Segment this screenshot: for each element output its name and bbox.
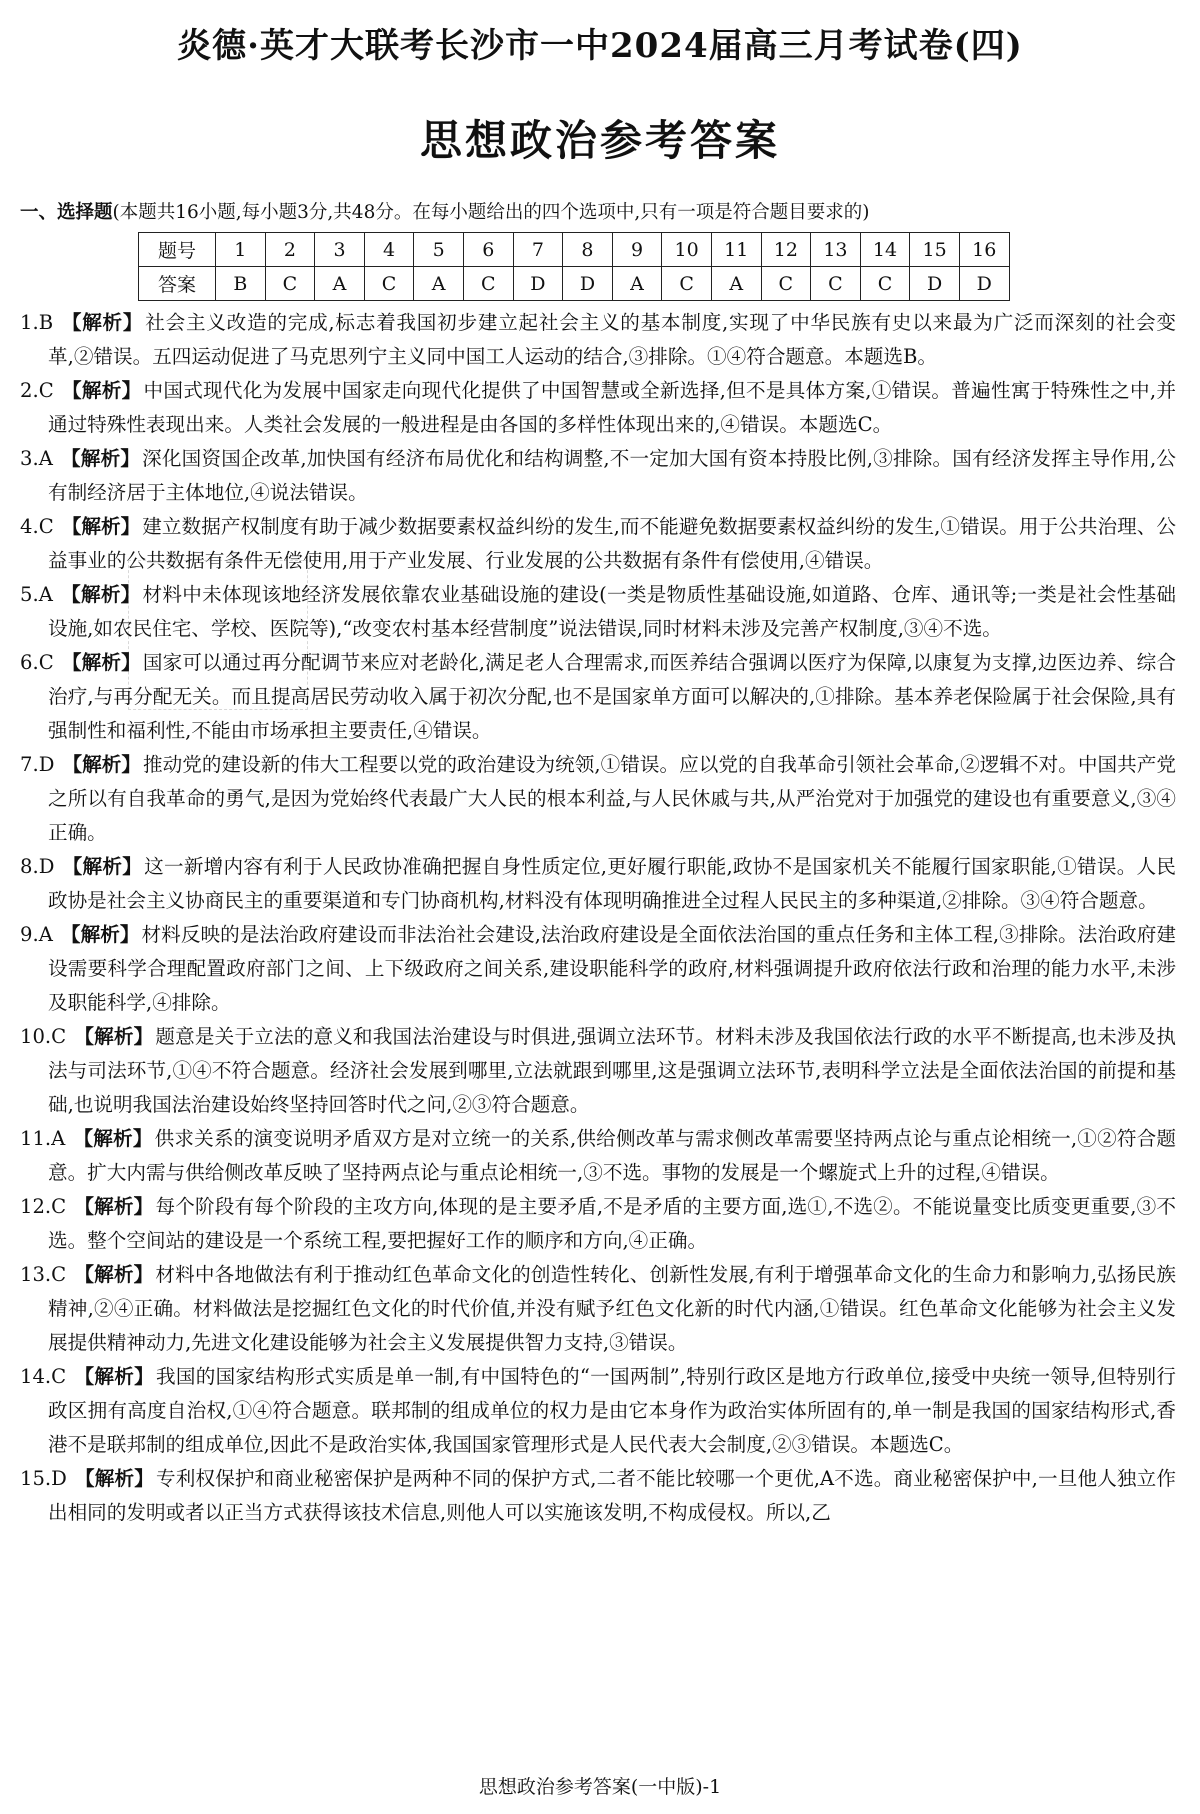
- analysis-tag: 【解析】: [74, 1365, 154, 1388]
- table-cell-answer: D: [563, 267, 613, 301]
- item-text: 深化国资国企改革,加快国有经济布局优化和结构调整,不一定加大国有资本持股比例,③排除。国有经济发挥主导作用,公有制经济居于主体地位,④说法错误。: [48, 447, 1177, 504]
- explanation-item: [20, 1122, 1176, 1190]
- row-label-answer: 答案: [139, 267, 216, 301]
- analysis-tag: 【解析】: [74, 1263, 154, 1286]
- table-cell-answer: C: [761, 267, 811, 301]
- analysis-tag: 【解析】: [61, 379, 142, 402]
- analysis-tag: 【解析】: [60, 447, 141, 470]
- item-number: 7.D: [20, 753, 55, 776]
- table-cell-number: 2: [265, 233, 315, 267]
- table-cell-number: 16: [959, 233, 1009, 267]
- analysis-tag: 【解析】: [74, 1195, 154, 1218]
- table-cell-number: 14: [860, 233, 910, 267]
- item-number: 11.A: [20, 1127, 66, 1150]
- table-cell-answer: D: [513, 267, 563, 301]
- table-cell-number: 8: [563, 233, 613, 267]
- item-number: 1.B: [20, 311, 54, 334]
- table-cell-answer: C: [265, 267, 315, 301]
- item-number: 12.C: [20, 1195, 67, 1218]
- table-cell-number: 10: [662, 233, 712, 267]
- item-number: 5.A: [20, 583, 53, 606]
- document-title: 思想政治参考答案: [419, 116, 780, 165]
- explanation-item: [20, 578, 1176, 646]
- table-cell-number: 15: [910, 233, 960, 267]
- item-number: 3.A: [20, 447, 53, 470]
- item-number: 10.C: [20, 1025, 67, 1048]
- table-cell-answer: A: [612, 267, 662, 301]
- section-note: (本题共16小题,每小题3分,共48分。在每小题给出的四个选项中,只有一项是符合题目要求的): [112, 202, 870, 223]
- explanation-item: [20, 1020, 1176, 1122]
- explanation-item: [20, 510, 1176, 578]
- analysis-tag: 【解析】: [62, 855, 143, 878]
- item-text: 题意是关于立法的意义和我国法治建设与时俱进,强调立法环节。材料未涉及我国依法行政的水平不断提高,也未涉及执法与司法环节,①④不符合题意。经济社会发展到哪里,立法就跟到哪里,这是强调立法环节,表明科学立法是全面依法治国的前提和基础,也说明我国法治建设始终坚持回答时代之问,②③符合题意。: [48, 1025, 1176, 1116]
- item-number: 14.C: [20, 1365, 67, 1388]
- item-text: 建立数据产权制度有助于减少数据要素权益纠纷的发生,而不能避免数据要素权益纠纷的发生,①错误。用于公共治理、公益事业的公共数据有条件无偿使用,用于产业发展、行业发展的公共数据有条件有偿使用,④错误。: [48, 515, 1176, 572]
- table-cell-answer: B: [216, 267, 266, 301]
- explanation-list: [20, 306, 1176, 1530]
- table-cell-number: 4: [364, 233, 414, 267]
- item-text: 材料中各地做法有利于推动红色革命文化的创造性转化、创新性发展,有利于增强革命文化的生命力和影响力,弘扬民族精神,②④正确。材料做法是挖掘红色文化的时代价值,并没有赋予红色文化新的时代内涵,①错误。红色革命文化能够为社会主义发展提供精神动力,先进文化建设能够为社会主义发展提供智力支持,③错误。: [48, 1263, 1176, 1354]
- item-text: 每个阶段有每个阶段的主攻方向,体现的是主要矛盾,不是矛盾的主要方面,选①,不选②。不能说量变比质变更重要,③不选。整个空间站的建设是一个系统工程,要把握好工作的顺序和方向,④正确。: [48, 1195, 1177, 1252]
- table-cell-answer: A: [414, 267, 464, 301]
- explanation-item: [20, 748, 1176, 850]
- table-cell-answer: A: [315, 267, 365, 301]
- table-cell-number: 12: [761, 233, 811, 267]
- item-text: 中国式现代化为发展中国家走向现代化提供了中国智慧或全新选择,但不是具体方案,①错误。普遍性寓于特殊性之中,并通过特殊性表现出来。人类社会发展的一般进程是由各国的多样性体现出来的,④错误。本题选C。: [48, 379, 1177, 436]
- item-number: 6.C: [20, 651, 54, 674]
- item-text: 这一新增内容有利于人民政协准确把握自身性质定位,更好履行职能,政协不是国家机关不能履行国家职能,①错误。人民政协是社会主义协商民主的重要渠道和专门协商机构,材料没有体现明确推进全过程人民民主的多种渠道,②排除。③④符合题意。: [48, 855, 1177, 912]
- item-text: 国家可以通过再分配调节来应对老龄化,满足老人合理需求,而医养结合强调以医疗为保障,以康复为支撑,边医边养、综合治疗,与再分配无关。而且提高居民劳动收入属于初次分配,也不是国家单方面可以解决的,①排除。基本养老保险属于社会保险,具有强制性和福利性,不能由市场承担主要责任,④错误。: [48, 651, 1176, 742]
- analysis-tag: 【解析】: [60, 923, 140, 946]
- explanation-item: [20, 1190, 1176, 1258]
- table-cell-number: 9: [612, 233, 662, 267]
- explanation-item: [20, 1462, 1176, 1530]
- item-text: 我国的国家结构形式实质是单一制,有中国特色的“一国两制”,特别行政区是地方行政单位,接受中央统一领导,但特别行政区拥有高度自治权,①④符合题意。联邦制的组成单位的权力是由它本身作为政治实体所固有的,单一制是我国的国家结构形式,香港不是联邦制的组成单位,因此不是政治实体,我国国家管理形式是人民代表大会制度,②③错误。本题选C。: [48, 1365, 1176, 1456]
- table-cell-answer: C: [662, 267, 712, 301]
- item-text: 材料反映的是法治政府建设而非法治社会建设,法治政府建设是全面依法治国的重点任务和主体工程,③排除。法治政府建设需要科学合理配置政府部门之间、上下级政府之间关系,建设职能科学的政府,材料强调提升政府依法行政和治理的能力水平,未涉及职能科学,④排除。: [48, 923, 1176, 1014]
- table-cell-number: 5: [414, 233, 464, 267]
- explanation-item: [20, 1360, 1176, 1462]
- table-cell-number: 11: [711, 233, 761, 267]
- explanation-item: [20, 442, 1176, 510]
- table-cell-number: 6: [463, 233, 513, 267]
- table-cell-number: 13: [811, 233, 861, 267]
- item-number: 9.A: [20, 923, 53, 946]
- exam-header-title: 炎德·英才大联考长沙市一中2024届高三月考试卷(四): [177, 26, 1023, 66]
- analysis-tag: 【解析】: [62, 753, 141, 776]
- item-number: 8.D: [20, 855, 55, 878]
- explanation-item: [20, 646, 1176, 748]
- answer-table-answer-row: [139, 267, 1010, 301]
- table-cell-number: 7: [513, 233, 563, 267]
- item-text: 推动党的建设新的伟大工程要以党的政治建设为统领,①错误。应以党的自我革命引领社会革命,②逻辑不对。中国共产党之所以有自我革命的勇气,是因为党始终代表最广大人民的根本利益,与人民休戚与共,从严治党对于加强党的建设也有重要意义,③④正确。: [48, 753, 1176, 844]
- table-cell-answer: C: [860, 267, 910, 301]
- item-number: 13.C: [20, 1263, 67, 1286]
- item-text: 专利权保护和商业秘密保护是两种不同的保护方式,二者不能比较哪一个更优,A不选。商业秘密保护中,一旦他人独立作出相同的发明或者以正当方式获得该技术信息,则他人可以实施该发明,不构成侵权。所以,乙: [48, 1467, 1177, 1524]
- item-text: 社会主义改造的完成,标志着我国初步建立起社会主义的基本制度,实现了中华民族有史以来最为广泛而深刻的社会变革,②错误。五四运动促进了马克思列宁主义同中国工人运动的结合,③排除。①④符合题意。本题选B。: [48, 311, 1176, 368]
- row-label-number: 题号: [139, 233, 216, 267]
- analysis-tag: 【解析】: [60, 583, 141, 606]
- item-number: 4.C: [20, 515, 54, 538]
- item-number: 15.D: [20, 1467, 67, 1490]
- answer-table-number-row: [139, 233, 1010, 267]
- section-heading: [20, 198, 869, 224]
- answer-table: [138, 232, 1010, 301]
- table-cell-number: 1: [216, 233, 266, 267]
- section-label: 一、选择题: [20, 202, 113, 223]
- table-cell-number: 3: [315, 233, 365, 267]
- explanation-item: [20, 1258, 1176, 1360]
- item-text: 材料中未体现该地经济发展依靠农业基础设施的建设(一类是物质性基础设施,如道路、仓库、通讯等;一类是社会性基础设施,如农民住宅、学校、医院等),“改变农村基本经营制度”说法错误,同时材料未涉及完善产权制度,③④不选。: [48, 583, 1176, 640]
- table-cell-answer: C: [463, 267, 513, 301]
- explanation-item: [20, 850, 1176, 918]
- analysis-tag: 【解析】: [74, 1025, 154, 1048]
- table-cell-answer: D: [959, 267, 1009, 301]
- explanation-item: [20, 306, 1176, 374]
- item-text: 供求关系的演变说明矛盾双方是对立统一的关系,供给侧改革与需求侧改革需要坚持两点论与重点论相统一,①②符合题意。扩大内需与供给侧改革反映了坚持两点论与重点论相统一,③不选。事物的发展是一个螺旋式上升的过程,④错误。: [48, 1127, 1176, 1184]
- analysis-tag: 【解析】: [61, 515, 141, 538]
- explanation-item: [20, 374, 1176, 442]
- analysis-tag: 【解析】: [61, 311, 144, 334]
- item-number: 2.C: [20, 379, 54, 402]
- analysis-tag: 【解析】: [74, 1467, 154, 1490]
- table-cell-answer: D: [910, 267, 960, 301]
- table-cell-answer: C: [811, 267, 861, 301]
- page-footer: 思想政治参考答案(一中版)-1: [478, 1776, 722, 1798]
- analysis-tag: 【解析】: [61, 651, 141, 674]
- table-cell-answer: C: [364, 267, 414, 301]
- table-cell-answer: A: [711, 267, 761, 301]
- explanation-item: [20, 918, 1176, 1020]
- analysis-tag: 【解析】: [73, 1127, 153, 1150]
